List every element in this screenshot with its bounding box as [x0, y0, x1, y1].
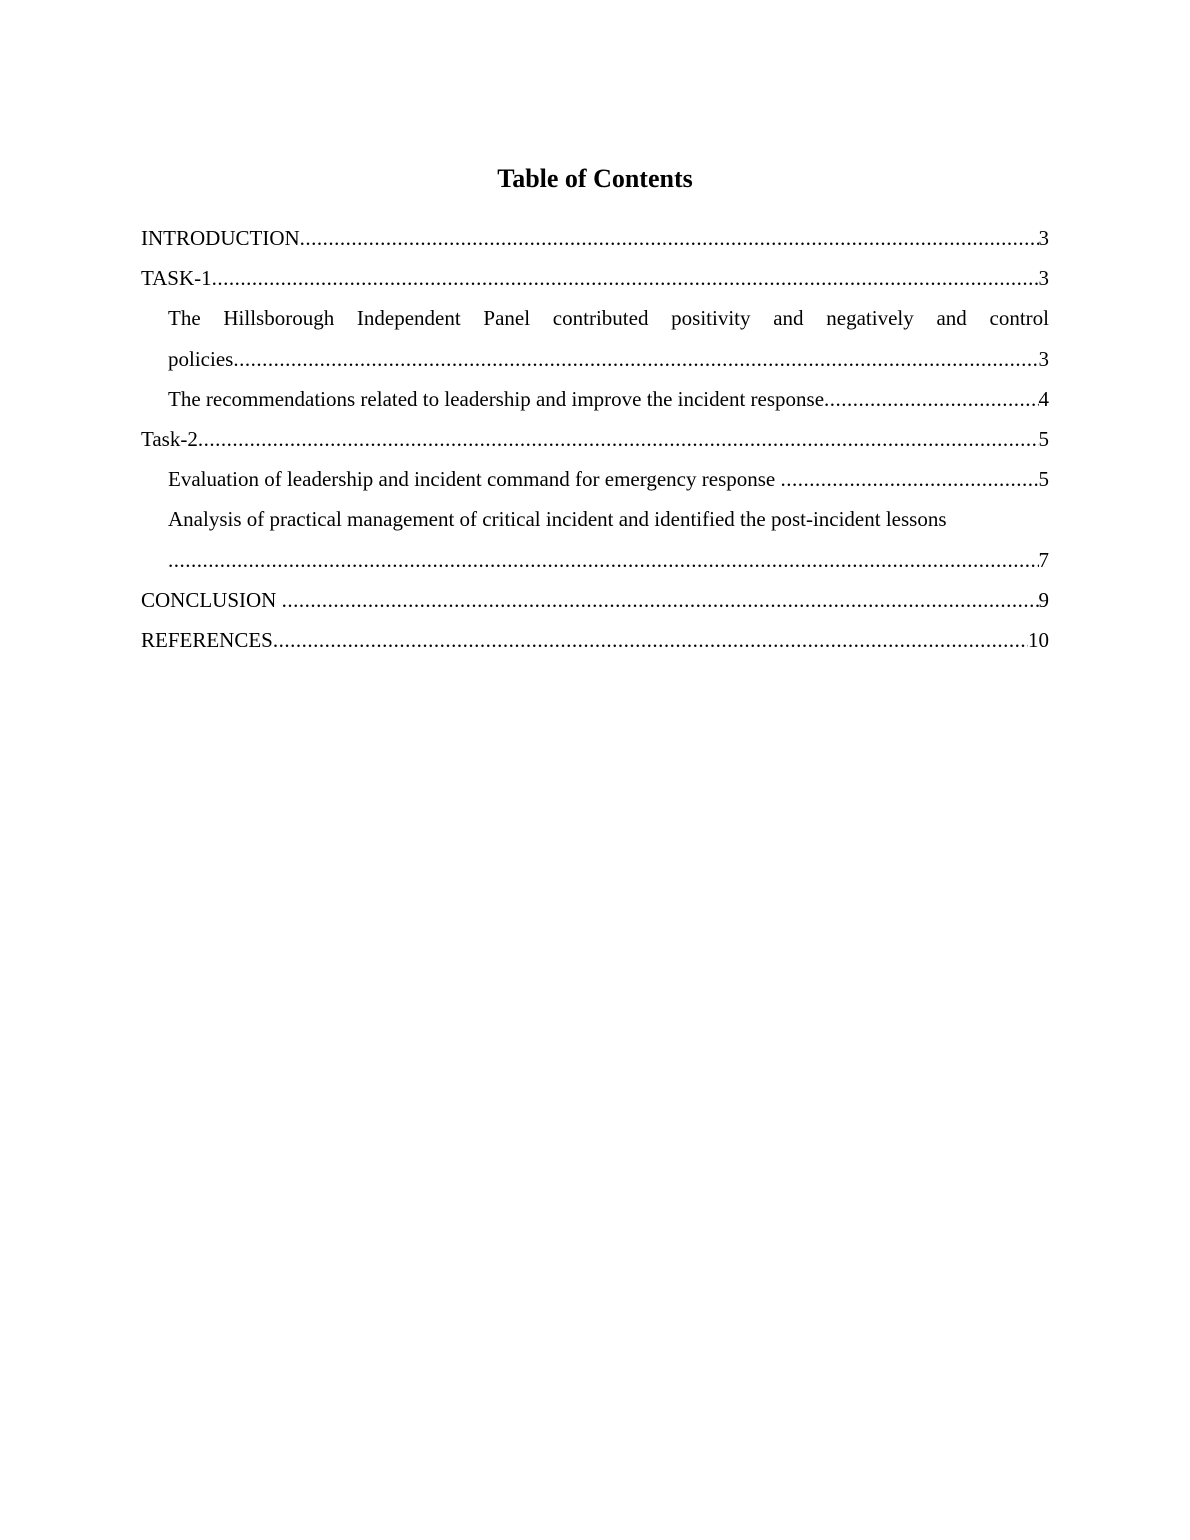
toc-entry-label: Evaluation of leadership and incident command for emergency response [168, 467, 781, 492]
toc-page-number: 5 [1038, 427, 1049, 452]
dot-leader [824, 379, 1038, 419]
toc-entry-task-1[interactable] [141, 258, 1049, 298]
toc-entry-conclusion[interactable] [141, 580, 1049, 620]
toc-page-number: 4 [1038, 386, 1049, 411]
toc-page-number: 10 [1028, 628, 1049, 653]
toc-title: Table of Contents [497, 164, 693, 193]
toc-entry-label: Task-2 [141, 427, 198, 452]
dot-leader [781, 459, 1039, 499]
toc-entry-label: The recommendations related to leadership and improve the incident response [168, 386, 825, 411]
toc-entry-label: TASK-1 [141, 266, 212, 291]
toc-page-number: 7 [1038, 547, 1049, 572]
dot-leader [282, 580, 1039, 620]
toc-entry-evaluation-leadership[interactable] [141, 459, 1049, 499]
toc-entry-label-line1: The Hillsborough Independent Panel contributed positivity and negatively and control [168, 306, 1049, 331]
toc-entry-label-line1: Analysis of practical management of critical incident and identified the post-incident lessons [168, 507, 947, 532]
toc-entry-label: CONCLUSION [141, 587, 282, 612]
toc-page-number: 5 [1038, 467, 1049, 492]
toc-entry-task-2[interactable] [141, 419, 1049, 459]
toc-page-number: 3 [1038, 266, 1049, 291]
dot-leader [198, 419, 1039, 459]
dot-leader [233, 339, 1038, 379]
dot-leader [168, 540, 1039, 580]
toc-entry-analysis-practical-management[interactable] [141, 499, 1049, 579]
toc-page-number: 3 [1038, 226, 1049, 250]
toc-entry-label-line2: policies [168, 346, 234, 371]
dot-leader [300, 218, 1039, 258]
toc-entry-introduction[interactable] [141, 218, 1049, 258]
dot-leader [212, 258, 1039, 298]
toc-page-number: 3 [1038, 346, 1049, 371]
toc-entry-label: REFERENCES [141, 628, 273, 653]
toc-page-number: 9 [1038, 587, 1049, 612]
toc-entry-recommendations[interactable] [141, 379, 1049, 419]
dot-leader [273, 620, 1028, 660]
table-of-contents [141, 218, 1049, 660]
toc-entry-hillsborough-panel[interactable] [141, 298, 1049, 378]
toc-entry-label: INTRODUCTION [141, 226, 300, 250]
toc-entry-references[interactable] [141, 620, 1049, 660]
